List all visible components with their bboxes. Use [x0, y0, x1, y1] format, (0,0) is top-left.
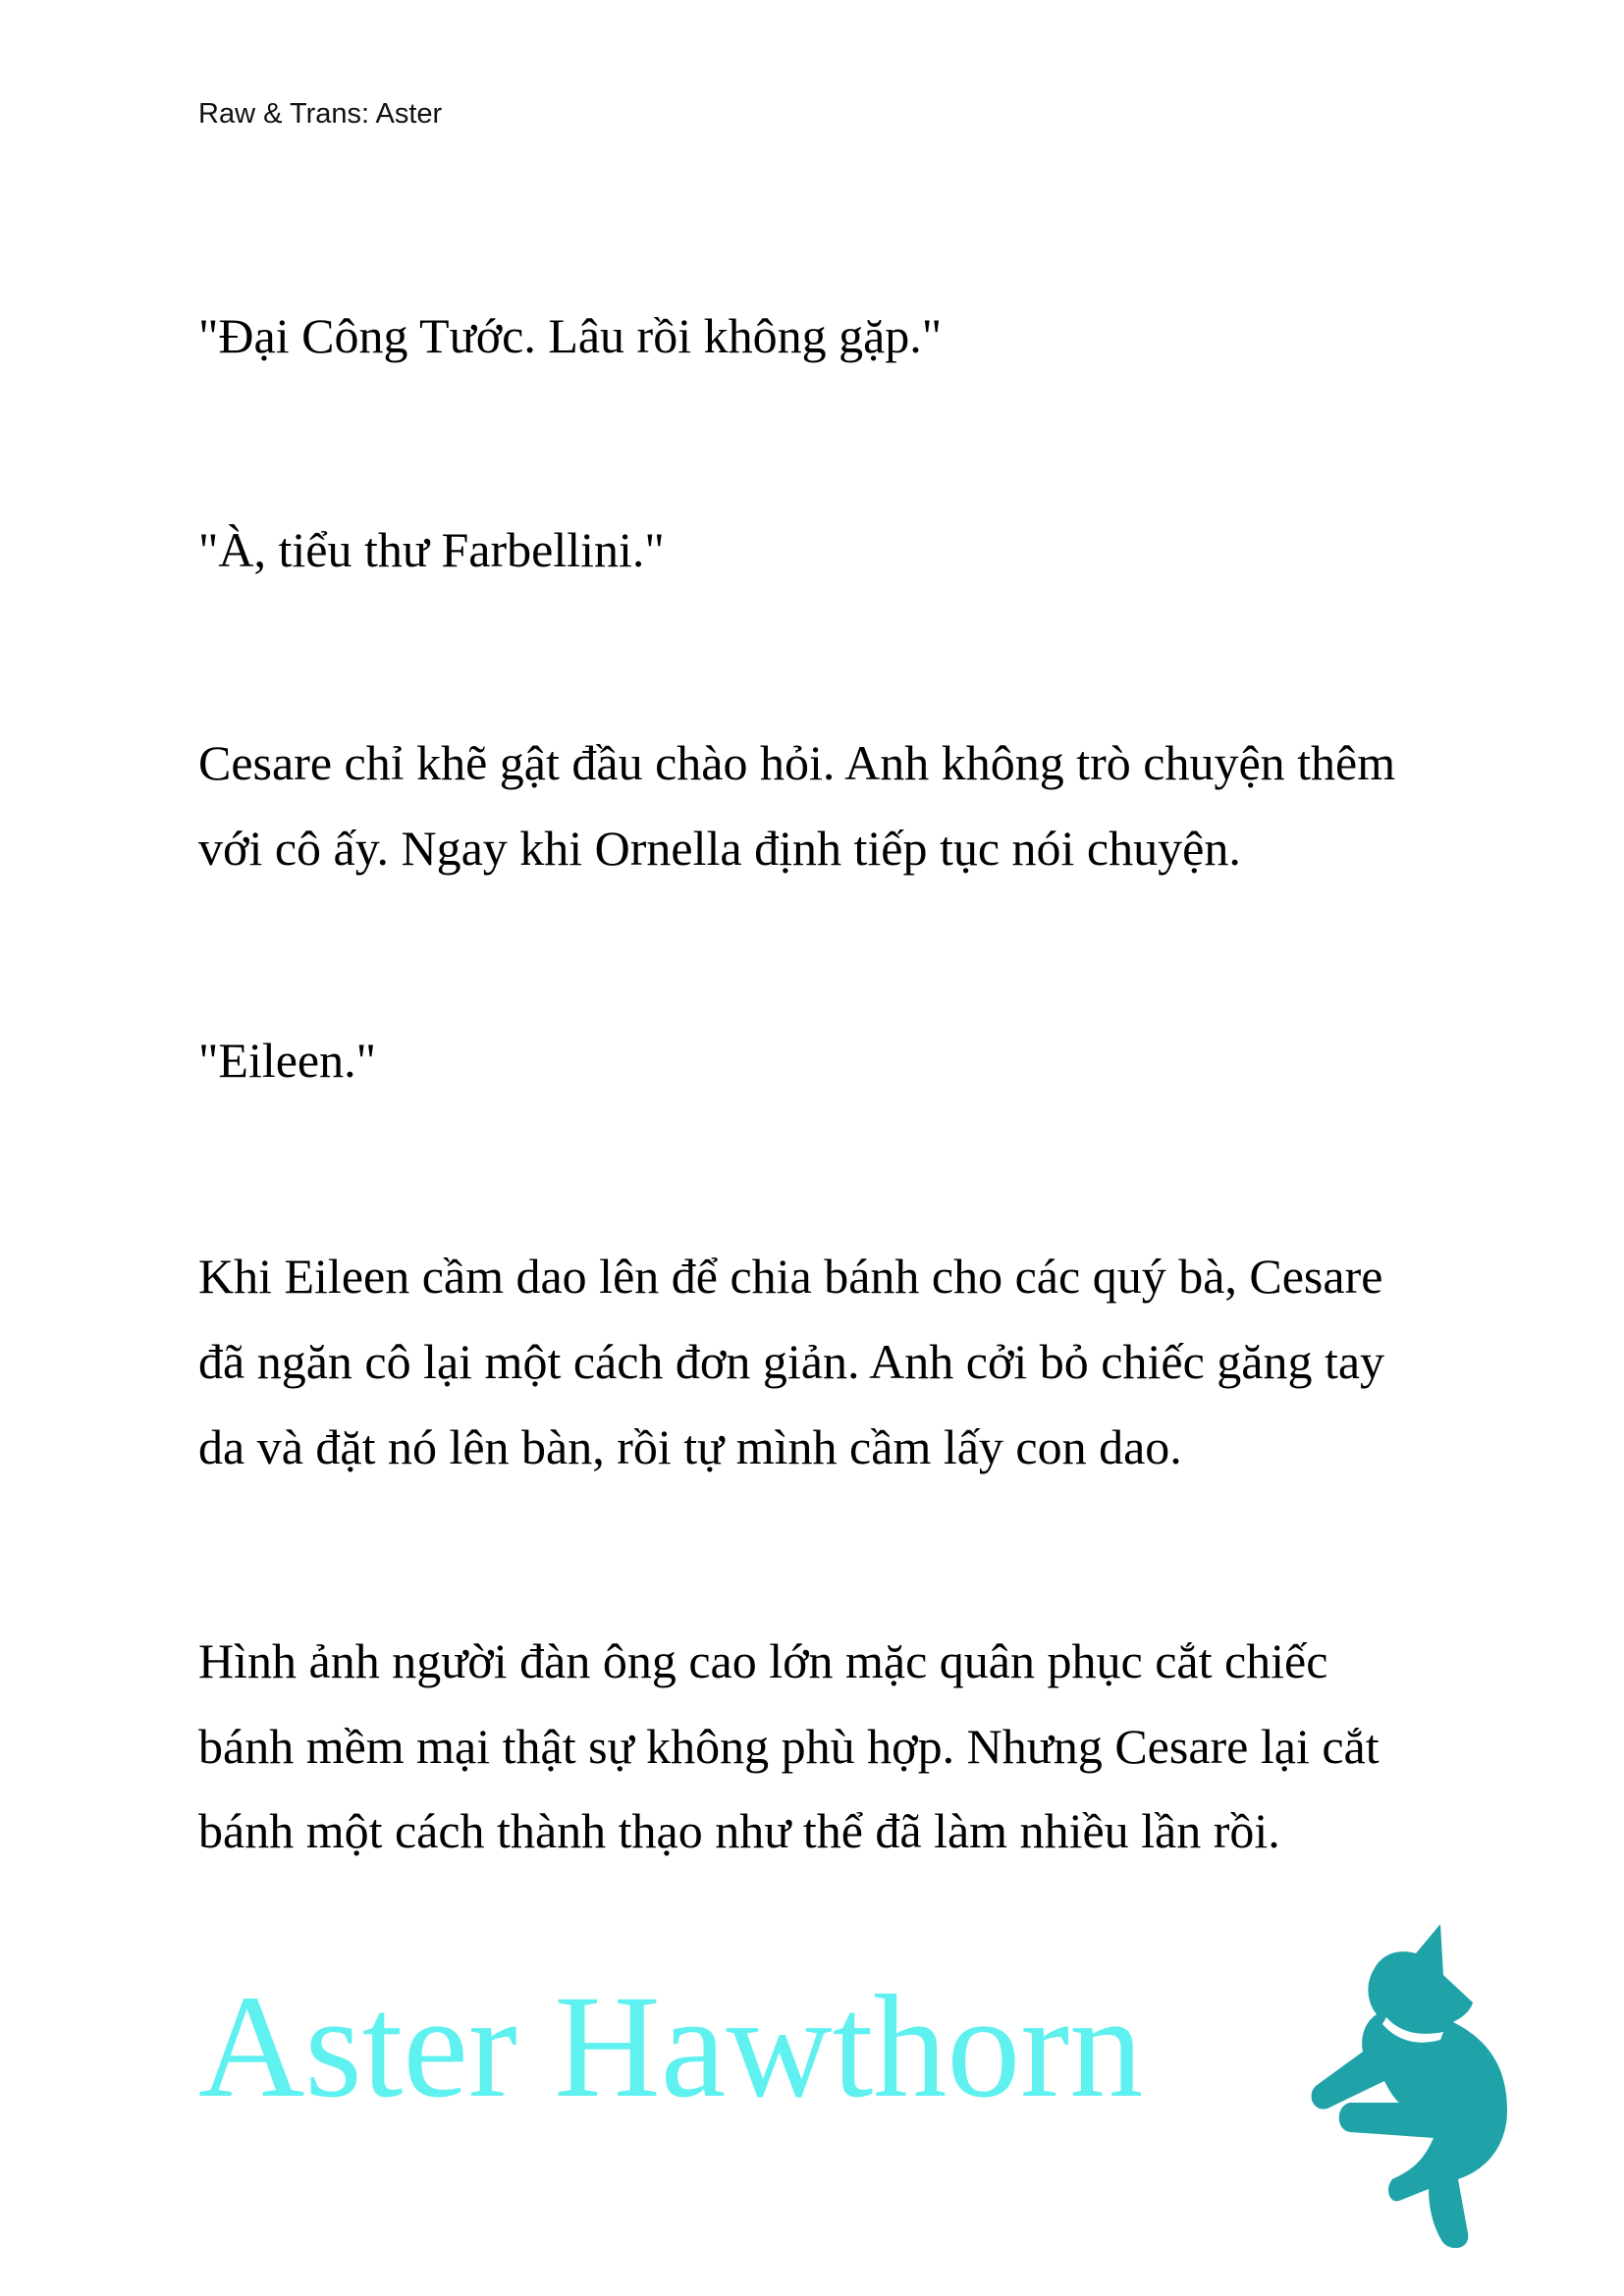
paragraph-line: "À, tiểu thư Farbellini." [198, 522, 665, 577]
paragraph-line: "Đại Công Tước. Lâu rồi không gặp." [198, 308, 943, 363]
watermark-text: Aster Hawthorn [198, 1965, 1144, 2128]
paragraph-line: bánh mềm mại thật sự không phù hợp. Nhưng Cesare lại cắt [198, 1719, 1380, 1774]
cat-logo-icon [1306, 1924, 1542, 2248]
paragraph-line: với cô ấy. Ngay khi Ornella định tiếp tục nói chuyện. [198, 821, 1241, 876]
translator-credit: Raw & Trans: Aster [198, 98, 443, 130]
paragraph-line: Khi Eileen cầm dao lên để chia bánh cho các quý bà, Cesare [198, 1249, 1383, 1304]
paragraph-line: da và đặt nó lên bàn, rồi tự mình cầm lấy con dao. [198, 1419, 1182, 1474]
paragraph-line: bánh một cách thành thạo như thể đã làm nhiều lần rồi. [198, 1803, 1280, 1858]
paragraph-line: đã ngăn cô lại một cách đơn giản. Anh cởi bỏ chiếc găng tay [198, 1334, 1385, 1389]
paragraph-line: Cesare chỉ khẽ gật đầu chào hỏi. Anh không trò chuyện thêm [198, 735, 1396, 790]
paragraph-line: "Eileen." [198, 1033, 377, 1088]
paragraph-line: Hình ảnh người đàn ông cao lớn mặc quân phục cắt chiếc [198, 1633, 1328, 1688]
